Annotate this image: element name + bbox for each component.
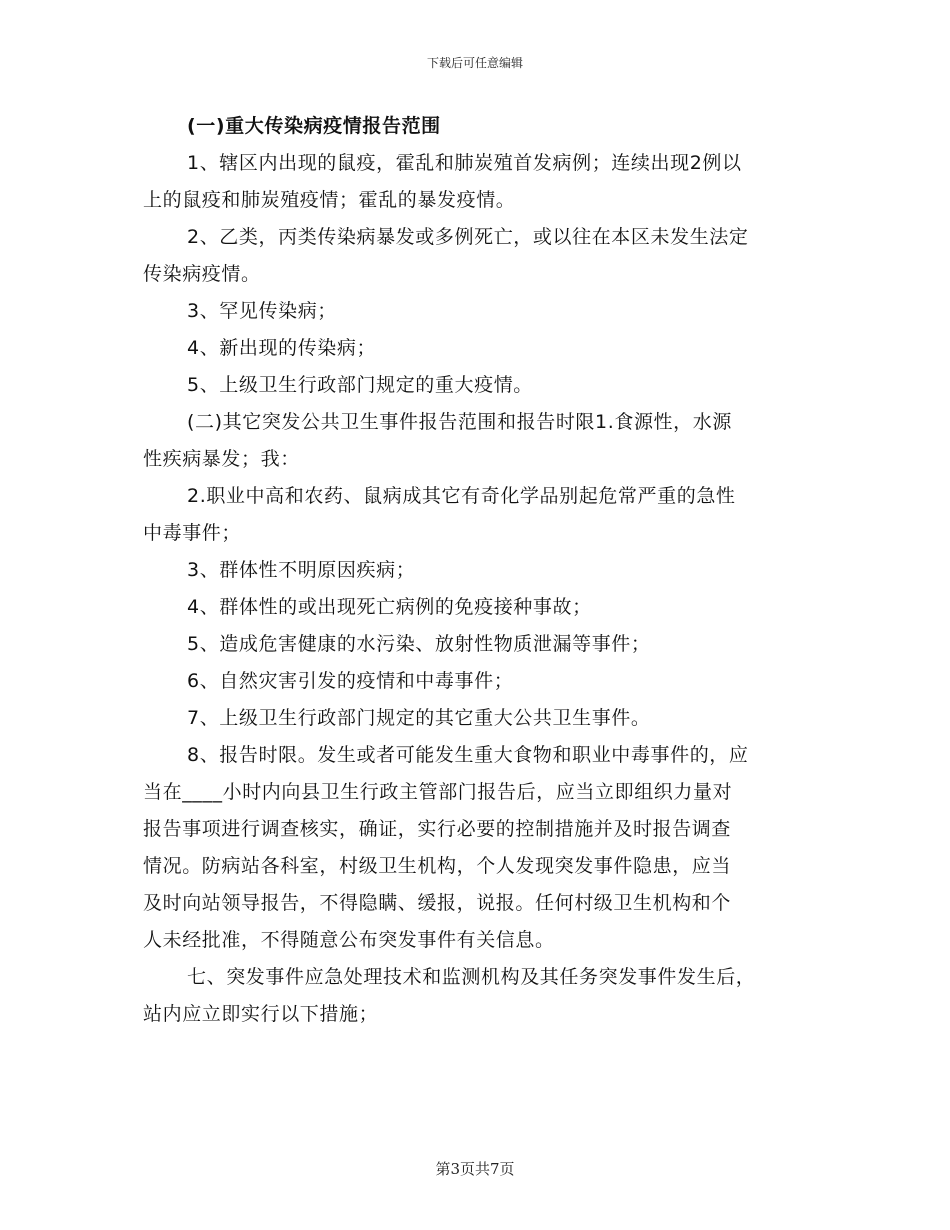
paragraph-line: 站内应立即实行以下措施； bbox=[143, 1003, 379, 1025]
paragraph-line: 中毒事件； bbox=[143, 522, 242, 544]
paragraph-line: 性疾病暴发；我： bbox=[143, 448, 300, 470]
paragraph-line: 2、乙类，丙类传染病暴发或多例死亡，或以往在本区未发生法定 bbox=[187, 226, 749, 248]
paragraph-line: 及时向站领导报告，不得隐瞒、缓报，说报。任何村级卫生机构和个 bbox=[143, 892, 732, 914]
paragraph-line: 4、群体性的或出现死亡病例的免疫接种事故； bbox=[187, 596, 592, 618]
document-body bbox=[143, 108, 808, 1033]
paragraph-line: 5、上级卫生行政部门规定的重大疫情。 bbox=[187, 374, 533, 396]
paragraph-line: 当在____小时内向县卫生行政主管部门报告后，应当立即组织力量对 bbox=[143, 781, 733, 803]
paragraph-line: 1、辖区内出现的鼠疫，霍乱和肺炭殖首发病例；连续出现2例以 bbox=[187, 152, 742, 174]
section-heading-other-events: (二)其它突发公共卫生事件报告范围和报告时限1.食源性，水源 bbox=[187, 411, 732, 433]
section-heading-major-epidemic: (一)重大传染病疫情报告范围 bbox=[187, 115, 441, 137]
paragraph-line: 7、上级卫生行政部门规定的其它重大公共卫生事件。 bbox=[187, 707, 651, 729]
paragraph-line: 人未经批准，不得随意公布突发事件有关信息。 bbox=[143, 929, 555, 951]
section-heading-seven: 七、突发事件应急处理技术和监测机构及其任务突发事件发生后， bbox=[187, 966, 756, 988]
paragraph-line: 2.职业中高和农药、鼠病成其它有奇化学品别起危常严重的急性 bbox=[187, 485, 736, 507]
paragraph-line: 4、新出现的传染病； bbox=[187, 337, 377, 359]
paragraph-line: 3、罕见传染病； bbox=[187, 300, 337, 322]
page-header: 下载后可任意编辑 bbox=[426, 56, 523, 70]
paragraph-line: 3、群体性不明原因疾病； bbox=[187, 559, 416, 581]
paragraph-line: 8、报告时限。发生或者可能发生重大食物和职业中毒事件的，应 bbox=[187, 744, 749, 766]
paragraph-line: 报告事项进行调查核实，确证，实行必要的控制措施并及时报告调查 bbox=[143, 818, 732, 840]
paragraph-line: 上的鼠疫和肺炭殖疫情；霍乱的暴发疫情。 bbox=[143, 189, 516, 211]
paragraph-line: 5、造成危害健康的水污染、放射性物质泄漏等事件； bbox=[187, 633, 651, 655]
paragraph-line: 传染病疫情。 bbox=[143, 263, 261, 285]
paragraph-line: 情况。防病站各科室，村级卫生机构，个人发现突发事件隐患，应当 bbox=[143, 855, 732, 877]
paragraph-line: 6、自然灾害引发的疫情和中毒事件； bbox=[187, 670, 514, 692]
page-footer: 第3页共7页 bbox=[435, 1160, 515, 1178]
